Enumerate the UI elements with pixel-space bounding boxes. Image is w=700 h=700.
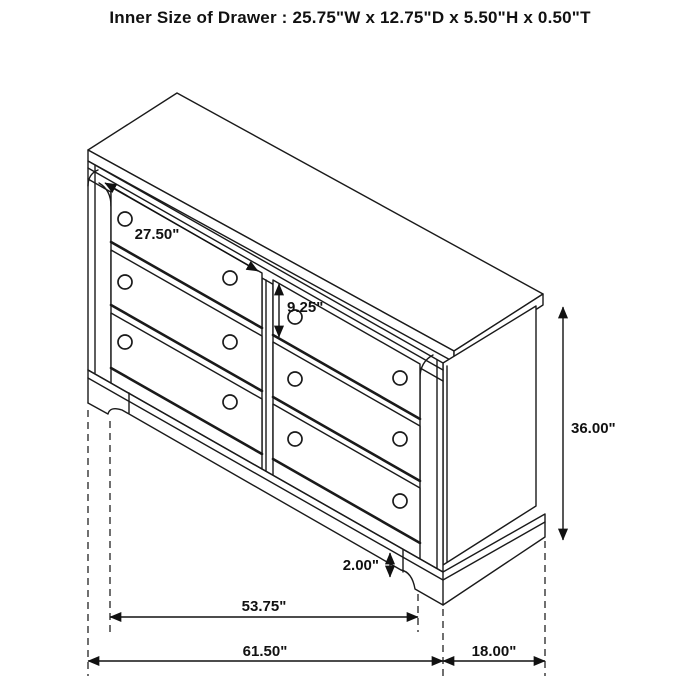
- knob: [288, 432, 302, 446]
- dimension-label: 61.50": [242, 643, 288, 660]
- dimension-overall-height: [563, 307, 616, 540]
- dimension-overall-depth: [443, 643, 545, 661]
- dimension-label: 18.00": [471, 643, 517, 660]
- dimension-foot-height: [343, 553, 390, 577]
- knob: [393, 432, 407, 446]
- page-title: Inner Size of Drawer : 25.75"W x 12.75"D x 5.50"H x 0.50"T: [109, 8, 591, 27]
- dimension-label: 53.75": [241, 598, 287, 615]
- knob: [393, 371, 407, 385]
- dimension-label: 27.50": [134, 226, 180, 243]
- knob: [118, 335, 132, 349]
- knob: [118, 212, 132, 226]
- dimension-label: 36.00": [571, 420, 616, 437]
- dimension-label: 2.00": [342, 557, 379, 574]
- knob: [223, 271, 237, 285]
- dimension-overall-width: [88, 643, 443, 661]
- knob: [118, 275, 132, 289]
- knob: [288, 372, 302, 386]
- knob: [223, 395, 237, 409]
- knob: [223, 335, 237, 349]
- dresser-body: [88, 93, 545, 605]
- dimension-feet-span: [110, 598, 418, 617]
- knob: [393, 494, 407, 508]
- dimension-label: 9.25": [287, 299, 324, 316]
